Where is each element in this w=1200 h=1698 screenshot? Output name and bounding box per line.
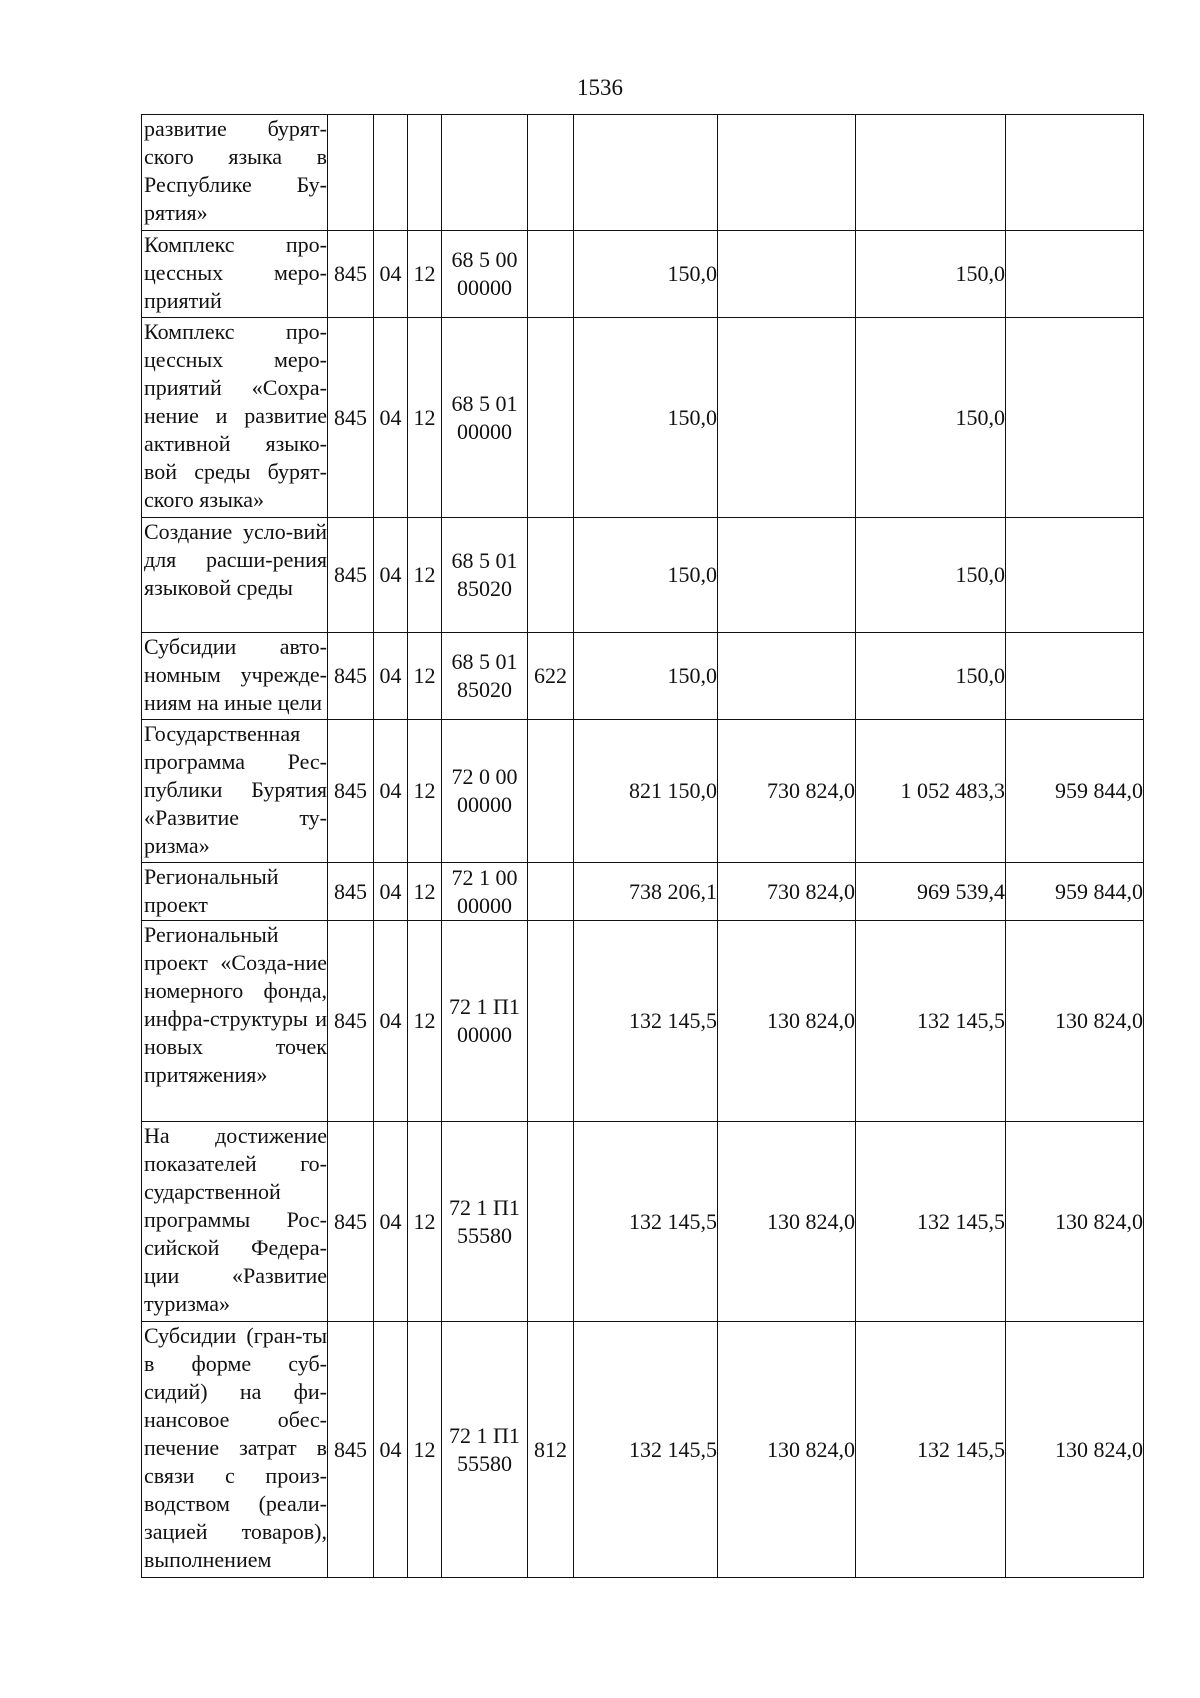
amount-cell-2: 730 824,0 (718, 720, 856, 863)
expense-type-cell (528, 231, 574, 318)
table-row (142, 921, 1144, 1122)
amount-cell-1: 738 206,1 (574, 863, 718, 921)
section-code-cell: 04 (374, 318, 408, 518)
subsection-code-cell: 12 (408, 318, 442, 518)
amount-cell-1 (574, 115, 718, 231)
table-row (142, 1122, 1144, 1322)
subsection-code-cell: 12 (408, 921, 442, 1122)
amount-cell-3: 132 145,5 (856, 1322, 1006, 1578)
target-article-line-1: 68 5 00 (451, 247, 518, 272)
expense-type-cell (528, 720, 574, 863)
amount-cell-3: 150,0 (856, 633, 1006, 720)
row-name-cell: Субсидии авто-номным учрежде-ниям на иные цели (142, 633, 328, 720)
amount-cell-1: 132 145,5 (574, 1122, 718, 1322)
ministry-code-cell: 845 (328, 863, 374, 921)
target-article-cell (442, 863, 528, 921)
amount-cell-4 (1006, 231, 1144, 318)
row-name-cell: Субсидии (гран-ты в форме суб-сидий) на фи-нансовое обес-печение затрат в связи с произ-водством (реали-зацией товаров), выполнением (142, 1322, 328, 1578)
row-name-cell: Региональный проект (142, 863, 328, 921)
amount-cell-3: 969 539,4 (856, 863, 1006, 921)
amount-cell-1: 150,0 (574, 633, 718, 720)
target-article-cell (442, 318, 528, 518)
target-article-cell (442, 231, 528, 318)
expense-type-cell (528, 518, 574, 633)
target-article-line-2: 00000 (457, 418, 512, 444)
subsection-code-cell: 12 (408, 720, 442, 863)
target-article-line-1: 72 0 00 (451, 764, 518, 789)
target-article-line-2: 00000 (457, 892, 512, 918)
amount-cell-4: 130 824,0 (1006, 1322, 1144, 1578)
expense-type-cell (528, 115, 574, 231)
ministry-code-cell: 845 (328, 1122, 374, 1322)
target-article-line-1: 68 5 01 (451, 548, 518, 573)
amount-cell-1: 150,0 (574, 231, 718, 318)
table-row (142, 231, 1144, 318)
target-article-line-2: 00000 (457, 1022, 512, 1047)
subsection-code-cell: 12 (408, 518, 442, 633)
ministry-code-cell: 845 (328, 633, 374, 720)
amount-cell-4: 959 844,0 (1006, 720, 1144, 863)
amount-cell-2 (718, 115, 856, 231)
amount-cell-2 (718, 318, 856, 518)
target-article-cell (442, 921, 528, 1122)
amount-cell-1: 821 150,0 (574, 720, 718, 863)
target-article-cell (442, 720, 528, 863)
amount-cell-2 (718, 231, 856, 318)
expense-type-cell (528, 921, 574, 1122)
row-name-cell: Комплекс про-цессных меро-приятий «Сохра-нение и развитие активной языко-вой среды бурят-ского языка» (142, 318, 328, 518)
amount-cell-2: 130 824,0 (718, 1122, 856, 1322)
amount-cell-4: 130 824,0 (1006, 1122, 1144, 1322)
table-row (142, 518, 1144, 633)
amount-cell-4 (1006, 633, 1144, 720)
amount-cell-3: 150,0 (856, 231, 1006, 318)
target-article-line-2: 55580 (457, 1222, 512, 1248)
amount-cell-3: 132 145,5 (856, 921, 1006, 1122)
amount-cell-1: 150,0 (574, 318, 718, 518)
amount-cell-2 (718, 633, 856, 720)
row-name-cell: Региональный проект «Созда-ние номерного фонда, инфра-структуры и новых точек притяжения» (142, 921, 328, 1122)
amount-cell-2: 130 824,0 (718, 921, 856, 1122)
budget-table (141, 114, 1144, 1578)
section-code-cell: 04 (374, 633, 408, 720)
subsection-code-cell (408, 115, 442, 231)
amount-cell-3 (856, 115, 1006, 231)
table-row (142, 115, 1144, 231)
ministry-code-cell (328, 115, 374, 231)
amount-cell-3: 150,0 (856, 518, 1006, 633)
amount-cell-3: 132 145,5 (856, 1122, 1006, 1322)
target-article-line-1: 72 1 П1 (449, 1194, 520, 1220)
amount-cell-4 (1006, 115, 1144, 231)
amount-cell-1: 150,0 (574, 518, 718, 633)
expense-type-cell (528, 318, 574, 518)
subsection-code-cell: 12 (408, 1322, 442, 1578)
row-name-cell: Государственная программа Рес-публики Бурятия «Развитие ту-ризма» (142, 720, 328, 863)
target-article-line-2: 55580 (457, 1450, 512, 1476)
section-code-cell: 04 (374, 518, 408, 633)
table-row (142, 1322, 1144, 1578)
row-name-cell: Создание усло-вий для расши-рения языковой среды (142, 518, 328, 633)
amount-cell-4: 130 824,0 (1006, 921, 1144, 1122)
expense-type-cell (528, 1122, 574, 1322)
section-code-cell: 04 (374, 921, 408, 1122)
expense-type-cell (528, 863, 574, 921)
amount-cell-2 (718, 518, 856, 633)
page-number: 1536 (577, 75, 623, 100)
section-code-cell: 04 (374, 1322, 408, 1578)
section-code-cell: 04 (374, 720, 408, 863)
ministry-code-cell: 845 (328, 518, 374, 633)
target-article-cell (442, 1122, 528, 1322)
target-article-line-2: 85020 (457, 576, 512, 601)
target-article-cell (442, 115, 528, 231)
amount-cell-3: 150,0 (856, 318, 1006, 518)
target-article-line-1: 72 1 П1 (449, 994, 520, 1019)
target-article-line-2: 00000 (457, 275, 512, 300)
row-name-cell: На достижение показателей го-сударственной программы Рос-сийской Федера-ции «Развитие туризма» (142, 1122, 328, 1322)
ministry-code-cell: 845 (328, 1322, 374, 1578)
amount-cell-1: 132 145,5 (574, 921, 718, 1122)
subsection-code-cell: 12 (408, 633, 442, 720)
row-name-cell: Комплекс про-цессных меро-приятий (142, 231, 328, 318)
table-body (142, 115, 1144, 1578)
ministry-code-cell: 845 (328, 921, 374, 1122)
expense-type-cell: 622 (528, 633, 574, 720)
target-article-line-1: 72 1 00 (451, 864, 518, 890)
section-code-cell: 04 (374, 863, 408, 921)
target-article-line-1: 68 5 01 (451, 649, 518, 674)
row-name-cell: развитие бурят-ского языка в Республике Бу-рятия» (142, 115, 328, 231)
amount-cell-4 (1006, 518, 1144, 633)
amount-cell-2: 730 824,0 (718, 863, 856, 921)
amount-cell-4: 959 844,0 (1006, 863, 1144, 921)
target-article-line-1: 72 1 П1 (449, 1422, 520, 1448)
target-article-line-2: 85020 (457, 677, 512, 702)
expense-type-cell: 812 (528, 1322, 574, 1578)
ministry-code-cell: 845 (328, 720, 374, 863)
section-code-cell: 04 (374, 231, 408, 318)
subsection-code-cell: 12 (408, 1122, 442, 1322)
target-article-cell (442, 518, 528, 633)
subsection-code-cell: 12 (408, 863, 442, 921)
subsection-code-cell: 12 (408, 231, 442, 318)
table-row (142, 318, 1144, 518)
table-row (142, 863, 1144, 921)
ministry-code-cell: 845 (328, 318, 374, 518)
amount-cell-2: 130 824,0 (718, 1322, 856, 1578)
section-code-cell: 04 (374, 1122, 408, 1322)
table-row (142, 720, 1144, 863)
table-row (142, 633, 1144, 720)
target-article-cell (442, 633, 528, 720)
amount-cell-1: 132 145,5 (574, 1322, 718, 1578)
target-article-line-1: 68 5 01 (451, 390, 518, 416)
section-code-cell (374, 115, 408, 231)
amount-cell-4 (1006, 318, 1144, 518)
target-article-line-2: 00000 (457, 792, 512, 817)
ministry-code-cell: 845 (328, 231, 374, 318)
target-article-cell (442, 1322, 528, 1578)
amount-cell-3: 1 052 483,3 (856, 720, 1006, 863)
